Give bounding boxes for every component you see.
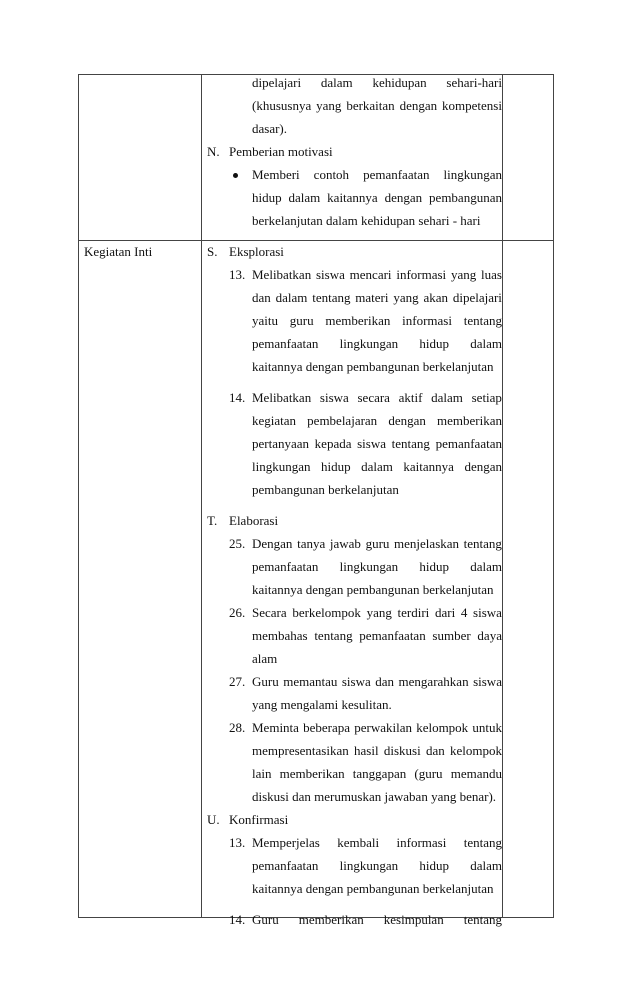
text-line: kegiatan pembelajaran dengan memberikan — [252, 413, 502, 428]
text-line: pemanfaatan lingkungan hidup dalam — [252, 858, 502, 873]
row-divider — [79, 240, 553, 241]
text-line: (khususnya yang berkaitan dengan kompetensi — [252, 98, 502, 113]
text-line: mempresentasikan hasil diskusi dan kelompok — [252, 743, 502, 758]
text-line: hidup dalam kaitannya dengan pembangunan — [252, 190, 502, 205]
item-number: 13. — [229, 267, 246, 282]
text-line: lingkungan hidup dalam kaitannya dengan — [252, 459, 502, 474]
text-line: pemanfaatan lingkungan hidup dalam — [252, 336, 502, 351]
item-number: 27. — [229, 674, 246, 689]
text-line: pemanfaatan lingkungan hidup dalam — [252, 559, 502, 574]
text-line: Melibatkan siswa secara aktif dalam setiap — [252, 390, 502, 405]
item-number: 26. — [229, 605, 246, 620]
section-marker: T. — [207, 513, 218, 528]
text-line: Melibatkan siswa mencari informasi yang luas — [252, 267, 502, 282]
text-line: Meminta beberapa perwakilan kelompok untuk — [252, 720, 502, 735]
section-title: Konfirmasi — [229, 812, 289, 827]
text-line: alam — [252, 651, 278, 666]
row-label: Kegiatan Inti — [84, 244, 153, 259]
text-line: pembangunan berkelanjutan — [252, 482, 399, 497]
column-divider — [201, 75, 202, 917]
text-line: Memperjelas kembali informasi tentang — [252, 835, 502, 850]
text-line: kaitannya dengan pembangunan berkelanjutan — [252, 359, 494, 374]
item-number: 28. — [229, 720, 246, 735]
item-number: 25. — [229, 536, 246, 551]
text-line: Dengan tanya jawab guru menjelaskan tentang — [252, 536, 502, 551]
text-line: kaitannya dengan pembangunan berkelanjutan — [252, 881, 494, 896]
text-line: Guru memantau siswa dan mengarahkan siswa — [252, 674, 502, 689]
text-line: Secara berkelompok yang terdiri dari 4 siswa — [252, 605, 502, 620]
item-number: 13. — [229, 835, 246, 850]
text-line: dipelajari dalam kehidupan sehari-hari — [252, 75, 502, 90]
section-marker: N. — [207, 144, 220, 159]
text-line: diskusi dan merumuskan jawaban yang benar). — [252, 789, 497, 804]
text-line: yang mengalami kesulitan. — [252, 697, 392, 712]
item-number: 14. — [229, 390, 246, 405]
item-number: 14. — [229, 912, 246, 927]
column-divider — [502, 75, 503, 917]
text-line: berkelanjutan dalam kehidupan sehari - hari — [252, 213, 481, 228]
section-title: Pemberian motivasi — [229, 144, 333, 159]
text-line: kaitannya dengan pembangunan berkelanjutan — [252, 582, 494, 597]
text-line: membahas tentang pemanfaatan sumber daya — [252, 628, 502, 643]
section-marker: U. — [207, 812, 220, 827]
text-line: Memberi contoh pemanfaatan lingkungan — [252, 167, 502, 182]
section-marker: S. — [207, 244, 218, 259]
text-line: dasar). — [252, 121, 288, 136]
text-line: pertanyaan kepada siswa tentang pemanfaatan — [252, 436, 502, 451]
bullet-icon — [233, 173, 238, 178]
section-title: Elaborasi — [229, 513, 279, 528]
text-line: yaitu guru memberikan informasi tentang — [252, 313, 502, 328]
text-line: Guru memberikan kesimpulan tentang — [252, 912, 502, 927]
section-title: Eksplorasi — [229, 244, 284, 259]
text-line: dan dalam tentang materi yang akan dipelajari — [252, 290, 502, 305]
text-line: lain memberikan tanggapan (guru memandu — [252, 766, 502, 781]
